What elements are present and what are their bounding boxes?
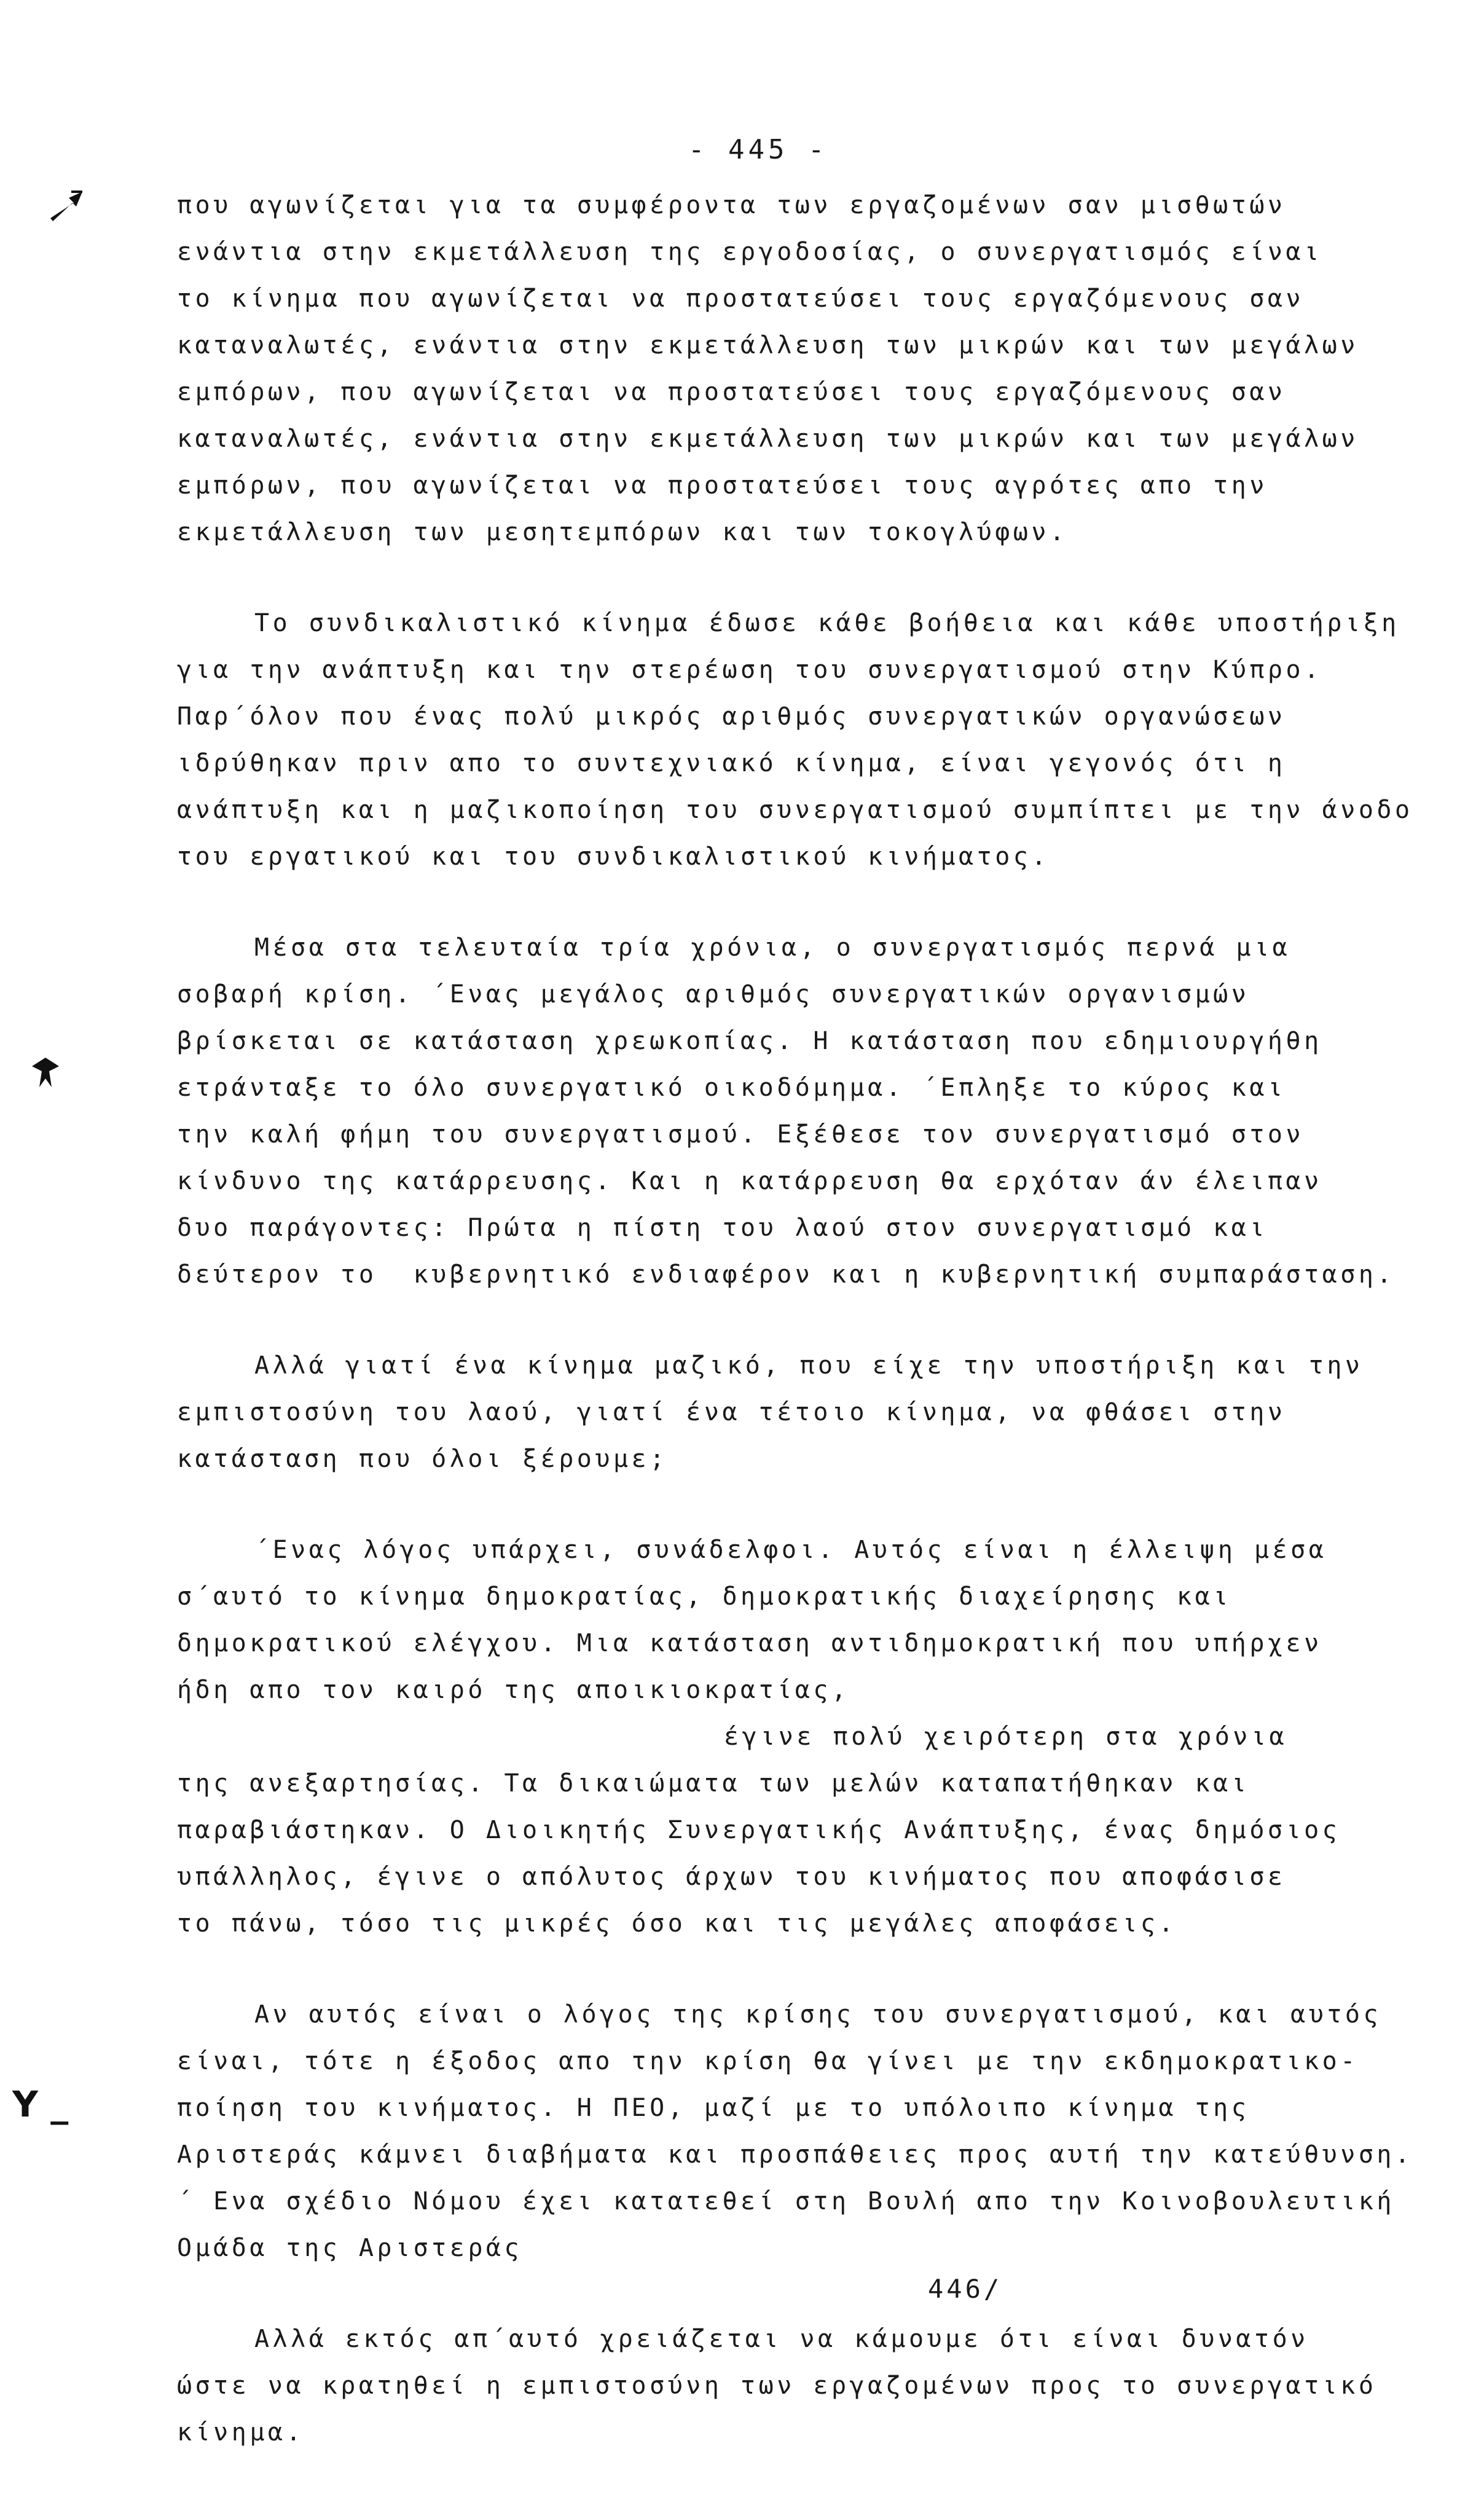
text-line: ποίηση του κινήματος. Η ΠΕΟ, μαζί με το υπόλοιπο κίνημα της bbox=[177, 2094, 1250, 2122]
text-line: εμπιστοσύνη του λαού, γιατί ένα τέτοιο κίνημα, να φθάσει στην bbox=[177, 1398, 1286, 1426]
text-line: ΄Ενας λόγος υπάρχει, συνάδελφοι. Αυτός είναι η έλλειψη μέσα bbox=[254, 1536, 1327, 1564]
text-line: Αριστεράς κάμνει διαβήματα και προσπάθειες προς αυτή την κατεύθυνση. bbox=[177, 2140, 1413, 2169]
paragraph-7 bbox=[177, 2316, 1443, 2456]
document-body bbox=[177, 182, 1443, 2500]
paragraph-2 bbox=[177, 600, 1443, 880]
text-line: εμπόρων, που αγωνίζεται να προστατεύσει τους αγρότες απο την bbox=[177, 471, 1268, 500]
text-line: της ανεξαρτησίας. Τα δικαιώματα των μελών καταπατήθηκαν και bbox=[177, 1769, 1250, 1798]
text-line: κατάσταση που όλοι ξέρουμε; bbox=[177, 1445, 668, 1473]
text-line: δυο παράγοντες: Πρώτα η πίστη του λαού στον συνεργατισμό και bbox=[177, 1214, 1268, 1242]
text-line: σ΄αυτό το κίνημα δημοκρατίας, δημοκρατικής διαχείρησης και bbox=[177, 1582, 1231, 1611]
text-line: καταναλωτές, ενάντια στην εκμετάλλευση των μικρών και των μεγάλων bbox=[177, 425, 1359, 453]
text-line: Ομάδα της Αριστεράς bbox=[177, 2234, 523, 2262]
paragraph-3 bbox=[177, 924, 1443, 1298]
text-line: Αλλά εκτός απ΄αυτό χρειάζεται να κάμουμε ότι είναι δυνατόν bbox=[254, 2325, 1309, 2353]
text-line: ΄ Ενα σχέδιο Νόμου έχει κατατεθεί στη Βουλή απο την Κοινοβουλευτική bbox=[177, 2187, 1395, 2215]
paragraph-6 bbox=[177, 1991, 1443, 2271]
text-line: Μέσα στα τελευταία τρία χρόνια, ο συνεργατισμός περνά μια bbox=[254, 934, 1291, 962]
text-line: εκμετάλλευση των μεσητεμπόρων και των τοκογλύφων. bbox=[177, 518, 1068, 546]
margin-arrow-mark-top bbox=[44, 184, 87, 227]
paragraph-1 bbox=[177, 182, 1443, 556]
text-line: ετράνταξε το όλο συνεργατικό οικοδόμημα. ΄Επληξε το κύρος και bbox=[177, 1074, 1286, 1102]
text-line: Αν αυτός είναι ο λόγος της κρίσης του συνεργατισμού, και αυτός bbox=[254, 2000, 1382, 2029]
text-line: ιδρύθηκαν πριν απο το συντεχνιακό κίνημα, είναι γεγονός ότι η bbox=[177, 749, 1286, 777]
text-line: είναι, τότε η έξοδος απο την κρίση θα γίνει με την εκδημοκρατικο- bbox=[177, 2047, 1359, 2075]
paragraph-4 bbox=[177, 1342, 1443, 1482]
page-number: - 445 - bbox=[688, 134, 828, 165]
text-line: του εργατικού και του συνδικαλιστικού κινήματος. bbox=[177, 843, 1050, 871]
text-line: ανάπτυξη και η μαζικοποίηση του συνεργατισμού συμπίπτει με την άνοδο bbox=[177, 796, 1413, 824]
text-line: για την ανάπτυξη και την στερέωση του συνεργατισμού στην Κύπρο. bbox=[177, 656, 1322, 684]
text-line: Αλλά γιατί ένα κίνημα μαζικό, που είχε την υποστήριξη και την bbox=[254, 1351, 1364, 1380]
text-line: υπάλληλος, έγινε ο απόλυτος άρχων του κινήματος που αποφάσισε bbox=[177, 1863, 1286, 1891]
text-line: που αγωνίζεται για τα συμφέροντα των εργαζομένων σαν μισθωτών bbox=[177, 191, 1286, 219]
margin-y-mark: Y _ bbox=[12, 2083, 69, 2125]
text-line: την καλή φήμη του συνεργατισμού. Εξέθεσε τον συνεργατισμό στον bbox=[177, 1120, 1305, 1149]
text-line: σοβαρή κρίση. ΄Ενας μεγάλος αριθμός συνεργατικών οργανισμών bbox=[177, 980, 1250, 1008]
text-line: εμπόρων, που αγωνίζεται να προστατεύσει τους εργαζόμενους σαν bbox=[177, 378, 1286, 406]
next-page-marker: 446/ bbox=[928, 2274, 1003, 2304]
text-line: το πάνω, τόσο τις μικρές όσο και τις μεγάλες αποφάσεις. bbox=[177, 1909, 1177, 1938]
text-line: ώστε να κρατηθεί η εμπιστοσύνη των εργαζομένων προς το συνεργατικό bbox=[177, 2372, 1377, 2400]
text-line: Παρ΄όλον που ένας πολύ μικρός αριθμός συνεργατικών οργανώσεων bbox=[177, 702, 1286, 731]
margin-arrow-mark-middle bbox=[27, 1054, 64, 1091]
text-line: το κίνημα που αγωνίζεται να προστατεύσει τους εργαζόμενους σαν bbox=[177, 285, 1305, 313]
text-line: παραβιάστηκαν. Ο Διοικητής Συνεργατικής Ανάπτυξης, ένας δημόσιος bbox=[177, 1816, 1341, 1844]
text-line: έγινε πολύ χειρότερη στα χρόνια bbox=[724, 1723, 1288, 1751]
paragraph-5 bbox=[177, 1527, 1443, 1947]
text-line: κίνημα. bbox=[177, 2418, 305, 2447]
text-line: δεύτερον το κυβερνητικό ενδιαφέρον και η κυβερνητική συμπαράσταση. bbox=[177, 1260, 1395, 1289]
text-line: κίνδυνο της κατάρρευσης. Και η κατάρρευση θα ερχόταν άν έλειπαν bbox=[177, 1167, 1322, 1195]
text-line: ενάντια στην εκμετάλλευση της εργοδοσίας, ο συνεργατισμός είναι bbox=[177, 238, 1322, 266]
text-line: καταναλωτές, ενάντια στην εκμετάλλευση των μικρών και των μεγάλων bbox=[177, 331, 1359, 360]
text-line: δημοκρατικού ελέγχου. Μια κατάσταση αντιδημοκρατική που υπήρχεν bbox=[177, 1629, 1322, 1657]
text-line: ήδη απο τον καιρό της αποικιοκρατίας, bbox=[177, 1676, 850, 1704]
text-line: βρίσκεται σε κατάσταση χρεωκοπίας. Η κατάσταση που εδημιουργήθη bbox=[177, 1027, 1322, 1055]
text-line: Το συνδικαλιστικό κίνημα έδωσε κάθε βοήθεια και κάθε υποστήριξη bbox=[254, 609, 1400, 637]
